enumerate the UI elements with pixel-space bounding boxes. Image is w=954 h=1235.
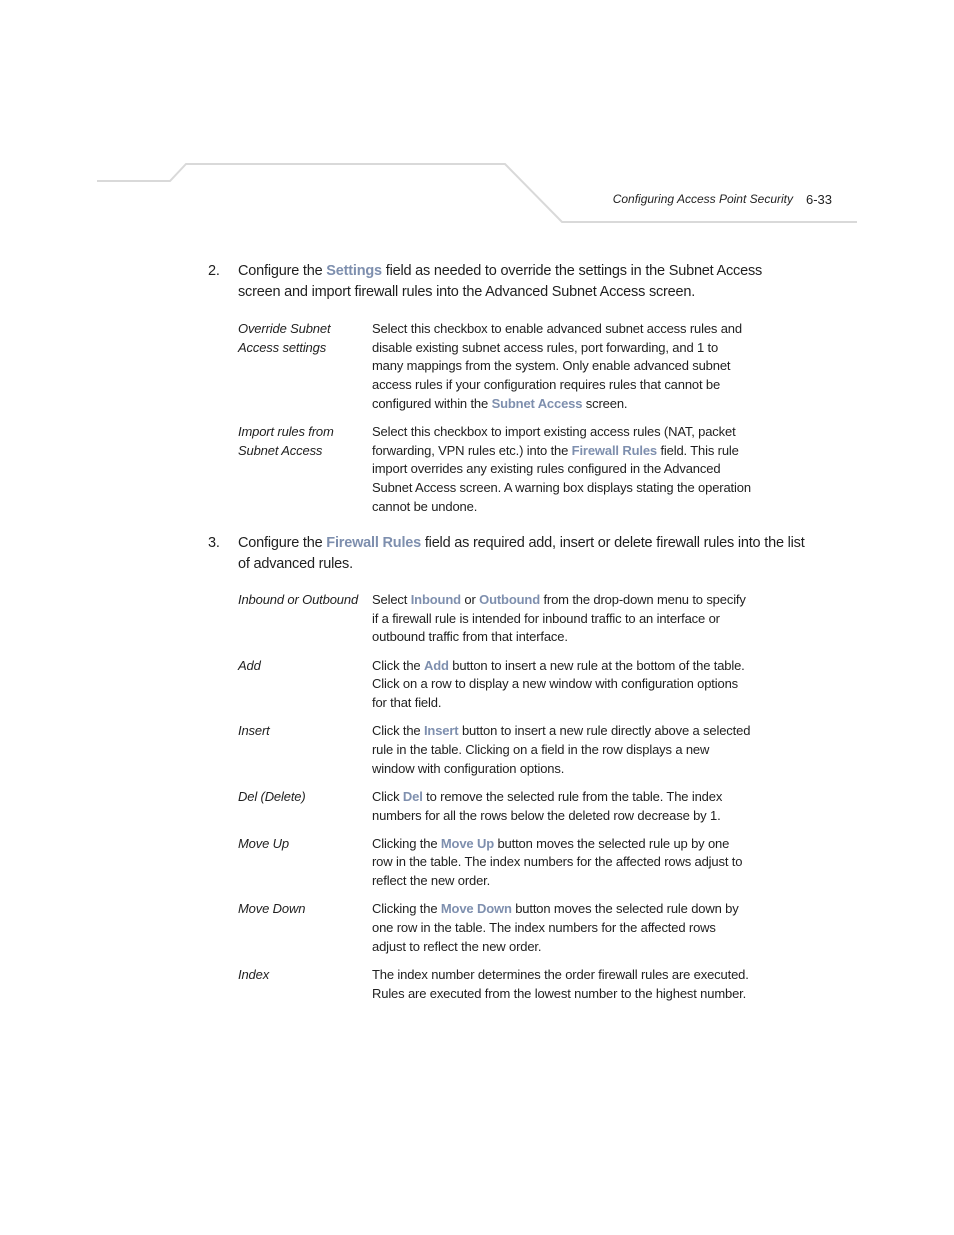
- text-run: button to insert a new rule at the bottom of the table. Click on a row to display a new window with configuration options for that field.: [372, 657, 745, 711]
- definition-term: Import rules from Subnet Access: [238, 424, 334, 458]
- step-text: [238, 533, 808, 575]
- ui-term-highlight: Settings: [326, 263, 382, 279]
- definition-row: [238, 966, 758, 1003]
- step-text: [238, 261, 808, 303]
- text-run: Clicking the: [372, 901, 441, 917]
- running-title: Configuring Access Point Security: [612, 192, 793, 206]
- definition-row: [238, 722, 758, 778]
- ui-term-highlight: Firewall Rules: [326, 535, 422, 551]
- definition-description: [372, 966, 752, 1003]
- text-run: Configure the: [238, 263, 327, 279]
- ui-term-highlight: Move Down: [440, 901, 512, 917]
- text-run: button moves the selected rule down by one row in the table. The index numbers for the affected rows adjust to reflect the new order.: [372, 901, 739, 954]
- text-run: field. This rule import overrides any existing rules configured in the Advanced Subnet Access screen. A warning box displays stating the operation cannot be undone.: [372, 442, 751, 514]
- text-run: from the drop-down menu to specify if a firewall rule is intended for inbound traffic to an interface or outbound traffic from that interface.: [372, 592, 746, 645]
- definition-term: Index: [238, 966, 270, 982]
- definition-row: [238, 657, 758, 713]
- text-run: Configure the: [238, 535, 327, 551]
- step-3: [208, 533, 808, 575]
- definition-term: Insert: [238, 723, 270, 739]
- ui-term-highlight: Subnet Access: [491, 395, 583, 411]
- text-run: Click the: [372, 723, 424, 739]
- text-run: screen.: [582, 395, 628, 411]
- text-run: button to insert a new rule directly above a selected rule in the table. Clicking on a field in the row displays a new window with configuration options.: [372, 723, 751, 776]
- step-2: [208, 261, 808, 303]
- text-run: field as needed to override the settings in the Subnet Access screen and import firewall rules into the Advanced Subnet Access screen.: [238, 263, 763, 300]
- definition-row: [238, 320, 758, 414]
- ui-term-highlight: Inbound: [410, 592, 461, 607]
- page-number: 6-33: [806, 192, 833, 207]
- text-run: to remove the selected rule from the table. The index numbers for all the rows below the deleted row decrease by 1.: [372, 788, 723, 823]
- text-run: Click: [372, 788, 403, 804]
- definition-row: [238, 591, 758, 647]
- definition-row: [238, 900, 758, 956]
- ui-term-highlight: Add: [423, 657, 449, 673]
- definition-term: Inbound or Outbound: [238, 592, 359, 607]
- ui-term-highlight: Del: [402, 788, 423, 804]
- ui-term-highlight: Insert: [423, 723, 459, 739]
- definition-description: [372, 657, 752, 713]
- text-run: or: [460, 592, 480, 607]
- definition-row: [238, 788, 758, 825]
- text-run: field as required add, insert or delete firewall rules into the list of advanced rules.: [238, 535, 805, 572]
- text-run: The index number determines the order firewall rules are executed. Rules are executed from the lowest number to the highest number.: [372, 966, 749, 1001]
- definition-term: Override Subnet Access settings: [238, 321, 331, 355]
- text-run: Clicking the: [372, 835, 441, 851]
- definition-description: [372, 591, 752, 647]
- definition-term: Del (Delete): [238, 788, 306, 804]
- text-run: Click the: [372, 657, 424, 673]
- settings-definitions: [238, 320, 758, 526]
- definition-term: Add: [238, 657, 261, 673]
- step-number: 2.: [208, 263, 220, 279]
- definition-term: Move Up: [238, 835, 289, 851]
- ui-term-highlight: Move Up: [440, 835, 494, 851]
- firewall-rules-definitions: [238, 591, 758, 1013]
- definition-description: [372, 722, 752, 778]
- definition-description: [372, 788, 752, 825]
- ui-term-highlight: Firewall Rules: [571, 442, 657, 458]
- definition-description: [372, 423, 752, 517]
- definition-description: [372, 900, 752, 956]
- definition-term: Move Down: [238, 901, 306, 917]
- definition-description: [372, 835, 752, 891]
- definition-row: [238, 835, 758, 891]
- text-run: Select: [372, 592, 411, 607]
- step-number: 3.: [208, 535, 220, 551]
- ui-term-highlight: Outbound: [479, 592, 540, 607]
- definition-description: [372, 320, 752, 414]
- text-run: button moves the selected rule up by one row in the table. The index numbers for the affected rows adjust to reflect the new order.: [372, 835, 743, 889]
- text-run: Select this checkbox to import existing access rules (NAT, packet forwarding, VPN rules etc.) into the: [372, 424, 736, 458]
- definition-row: [238, 423, 758, 517]
- text-run: Select this checkbox to enable advanced subnet access rules and disable existing subnet access rules, port forwarding, and 1 to many mappings from the system. Only enable advanced subnet access rules if your configuration requires rules that cannot be configured within the: [372, 321, 742, 411]
